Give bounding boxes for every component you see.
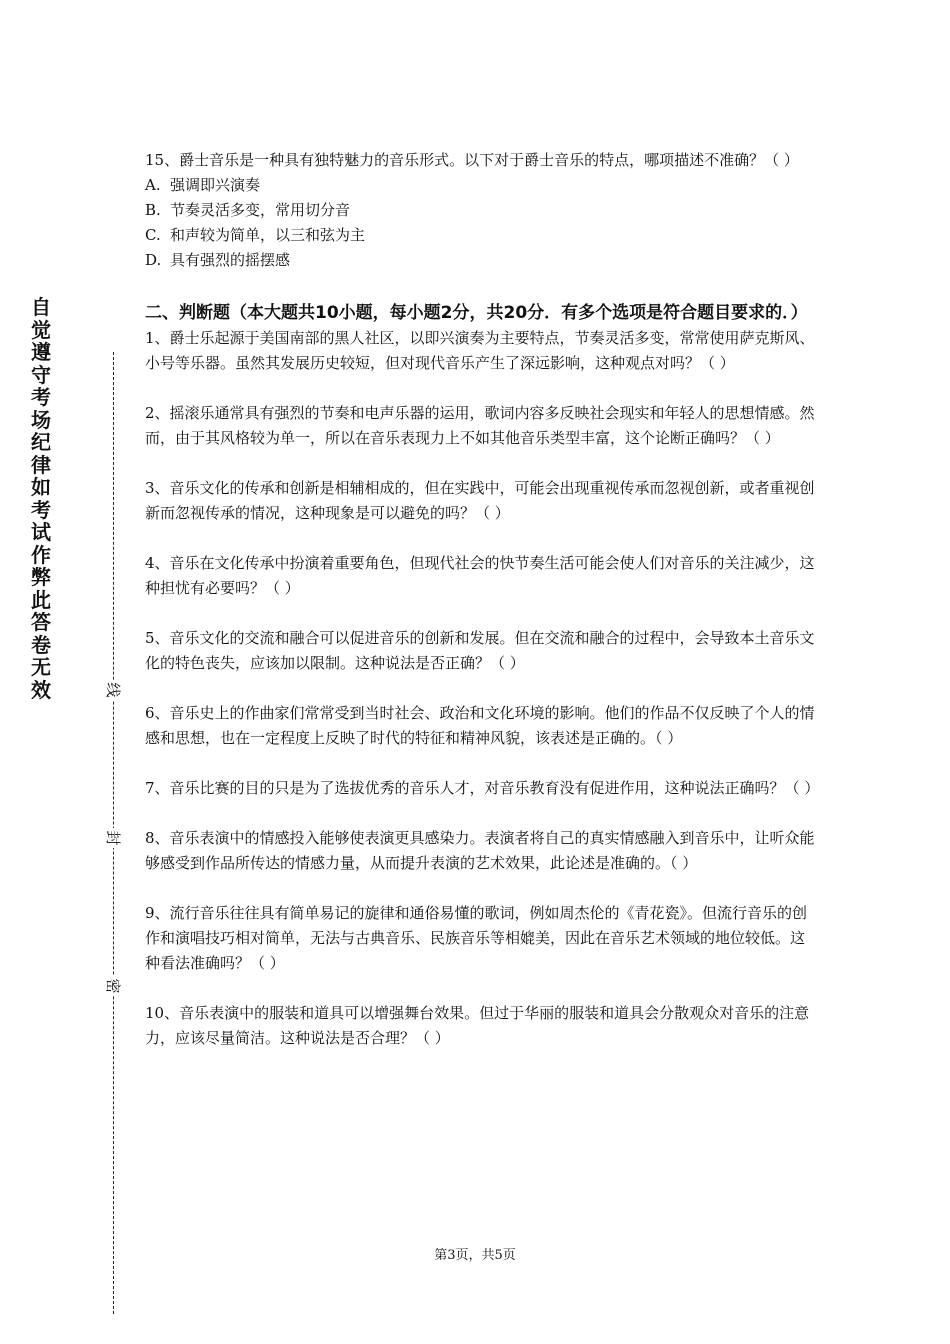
option-letter: C. [145,226,161,244]
option-letter: B. [145,201,161,219]
question-15 [145,148,815,273]
option-letter: D. [145,251,162,269]
binding-mark-seal: 封 [103,828,123,848]
section-title-judgment: 二、判断题（本大题共10小题，每小题2分，共20分．有多个选项是符合题目要求的．） [145,303,808,323]
binding-mark-secret: 密 [103,976,123,996]
judgment-question-10: 10、音乐表演中的服装和道具可以增强舞台效果。但过于华丽的服装和道具会分散观众对音乐的注意力，应该尽量简洁。这种说法是否合理？（ ） [145,1004,810,1047]
option-b [145,198,815,223]
option-text: 和声较为简单，以三和弦为主 [170,226,366,244]
judgment-question-9: 9、流行音乐往往具有简单易记的旋律和通俗易懂的歌词，例如周杰伦的《青花瓷》。但流行音乐的创作和演唱技巧相对简单，无法与古典音乐、民族音乐等相媲美，因此在音乐艺术领域的地位较低。这种看法准确吗？（ ） [145,904,808,972]
option-text: 具有强烈的摇摆感 [170,251,291,269]
judgment-question-1: 1、爵士乐起源于美国南部的黑人社区，以即兴演奏为主要特点，节奏灵活多变，常常使用萨克斯风、小号等乐器。虽然其发展历史较短，但对现代音乐产生了深远影响，这种观点对吗？（ ） [145,329,815,372]
binding-mark-line: 线 [103,680,123,700]
judgment-question-7: 7、音乐比赛的目的只是为了选拔优秀的音乐人才，对音乐教育没有促进作用，这种说法正确吗？（ ） [145,779,820,797]
judgment-question-list [145,326,820,1051]
option-d [145,248,815,273]
question-15-options [145,173,815,273]
question-15-stem: 15、爵士音乐是一种具有独特魅力的音乐形式。以下对于爵士音乐的特点，哪项描述不准确？（ ） [145,151,799,169]
option-a [145,173,815,198]
judgment-question-8: 8、音乐表演中的情感投入能够使表演更具感染力。表演者将自己的真实情感融入到音乐中，让听众能够感受到作品所传达的情感力量，从而提升表演的艺术效果，此论述是准确的。（ ） [145,829,815,872]
judgment-question-6: 6、音乐史上的作曲家们常常受到当时社会、政治和文化环境的影响。他们的作品不仅反映了个人的情感和思想，也在一定程度上反映了时代的特征和精神风貌，该表述是正确的。（ ） [145,704,815,747]
judgment-question-4: 4、音乐在文化传承中扮演着重要角色，但现代社会的快节奏生活可能会使人们对音乐的关注减少，这种担忧有必要吗？（ ） [145,554,815,597]
page-number: 第3页，共5页 [434,1248,516,1263]
exam-content [145,148,820,1051]
option-c [145,223,815,248]
option-text: 强调即兴演奏 [170,176,261,194]
judgment-question-2: 2、摇滚乐通常具有强烈的节奏和电声乐器的运用，歌词内容多反映社会现实和年轻人的思想情感。然而，由于其风格较为单一，所以在音乐表现力上不如其他音乐类型丰富，这个论断正确吗？（ ） [145,404,815,447]
judgment-question-5: 5、音乐文化的交流和融合可以促进音乐的创新和发展。但在交流和融合的过程中，会导致本土音乐文化的特色丧失，应该加以限制。这种说法是否正确？（ ） [145,629,815,672]
option-text: 节奏灵活多变，常用切分音 [170,201,351,219]
option-letter: A. [145,176,161,194]
exam-discipline-notice: 自觉遵守考场纪律如考试作弊此答卷无效 [31,295,51,702]
judgment-question-3: 3、音乐文化的传承和创新是相辅相成的，但在实践中，可能会出现重视传承而忽视创新，或者重视创新而忽视传承的情况，这种现象是可以避免的吗？（ ） [145,479,815,522]
